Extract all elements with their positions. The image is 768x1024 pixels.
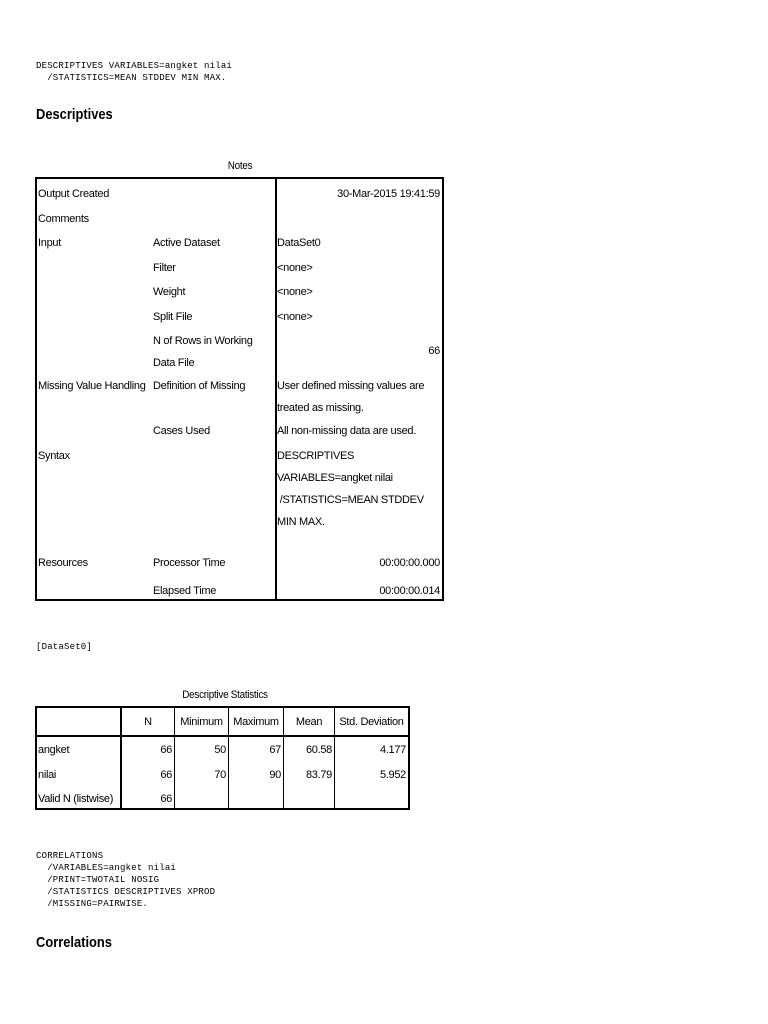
notes-output-created: Output Created <box>38 188 110 200</box>
notes-split-file: Split File <box>153 311 193 323</box>
notes-elapsed-time: Elapsed Time <box>153 585 217 597</box>
descriptive-statistics-table <box>35 706 410 810</box>
desc-row-label: Valid N (listwise) <box>38 793 114 805</box>
desc-cell: 67 <box>269 744 281 756</box>
desc-row-label: angket <box>38 744 70 756</box>
desc-stats-caption: Descriptive Statistics <box>182 689 268 701</box>
desc-header-n: N <box>144 716 152 728</box>
correlations-syntax: CORRELATIONS /VARIABLES=angket nilai /PRINT=TWOTAIL NOSIG /STATISTICS DESCRIPTIVES XPROD /MISSING=PAIRWISE. <box>36 851 216 909</box>
notes-missing-value-handling: Missing Value Handling <box>38 380 146 392</box>
notes-split-file-value: <none> <box>277 311 313 323</box>
descriptives-syntax: DESCRIPTIVES VARIABLES=angket nilai /STATISTICS=MEAN STDDEV MIN MAX. <box>36 61 233 83</box>
desc-header-minimum: Minimum <box>180 716 223 728</box>
notes-weight: Weight <box>153 286 186 298</box>
dataset-label: [DataSet0] <box>36 642 93 652</box>
notes-n-rows-value: 66 <box>428 345 440 357</box>
notes-syntax: Syntax <box>38 450 70 462</box>
notes-filter: Filter <box>153 262 176 274</box>
notes-n-rows: N of Rows in Working Data File <box>153 335 253 369</box>
notes-caption: Notes <box>227 160 253 172</box>
notes-processor-time: Processor Time <box>153 557 226 569</box>
notes-filter-value: <none> <box>277 262 313 274</box>
notes-output-created-value: 30-Mar-2015 19:41:59 <box>337 188 440 200</box>
notes-processor-time-value: 00:00:00.000 <box>379 557 440 569</box>
notes-syntax-value-line2: /STATISTICS=MEAN STDDEV MIN MAX. <box>277 494 427 528</box>
notes-cases-used-value: All non-missing data are used. <box>277 425 416 437</box>
notes-resources: Resources <box>38 557 88 569</box>
notes-input: Input <box>38 237 61 249</box>
correlations-heading: Correlations <box>36 934 112 951</box>
desc-cell: 60.58 <box>305 744 332 756</box>
notes-definition-of-missing: Definition of Missing <box>153 380 246 392</box>
notes-definition-of-missing-value: User defined missing values are treated as missing. <box>277 380 425 414</box>
notes-weight-value: <none> <box>277 286 313 298</box>
notes-active-dataset: Active Dataset <box>153 237 220 249</box>
desc-cell: 66 <box>160 793 172 805</box>
desc-cell: 90 <box>269 769 281 781</box>
descriptives-heading: Descriptives <box>36 106 113 123</box>
desc-header-divider <box>37 735 408 737</box>
notes-elapsed-time-value: 00:00:00.014 <box>379 585 440 597</box>
desc-cell: 4.177 <box>379 744 406 756</box>
notes-active-dataset-value: DataSet0 <box>277 237 321 249</box>
desc-header-std-deviation: Std. Deviation <box>339 716 404 728</box>
desc-cell: 66 <box>160 744 172 756</box>
desc-cell: 70 <box>214 769 226 781</box>
desc-cell: 83.79 <box>305 769 332 781</box>
desc-cell: 5.952 <box>379 769 406 781</box>
desc-header-maximum: Maximum <box>233 716 279 728</box>
desc-cell: 50 <box>214 744 226 756</box>
notes-comments: Comments <box>38 213 89 225</box>
desc-header-mean: Mean <box>295 716 323 728</box>
desc-row-label: nilai <box>38 769 57 781</box>
notes-table <box>35 177 444 601</box>
desc-cell: 66 <box>160 769 172 781</box>
notes-syntax-value-line1: DESCRIPTIVES VARIABLES=angket nilai <box>277 450 393 484</box>
notes-cases-used: Cases Used <box>153 425 210 437</box>
